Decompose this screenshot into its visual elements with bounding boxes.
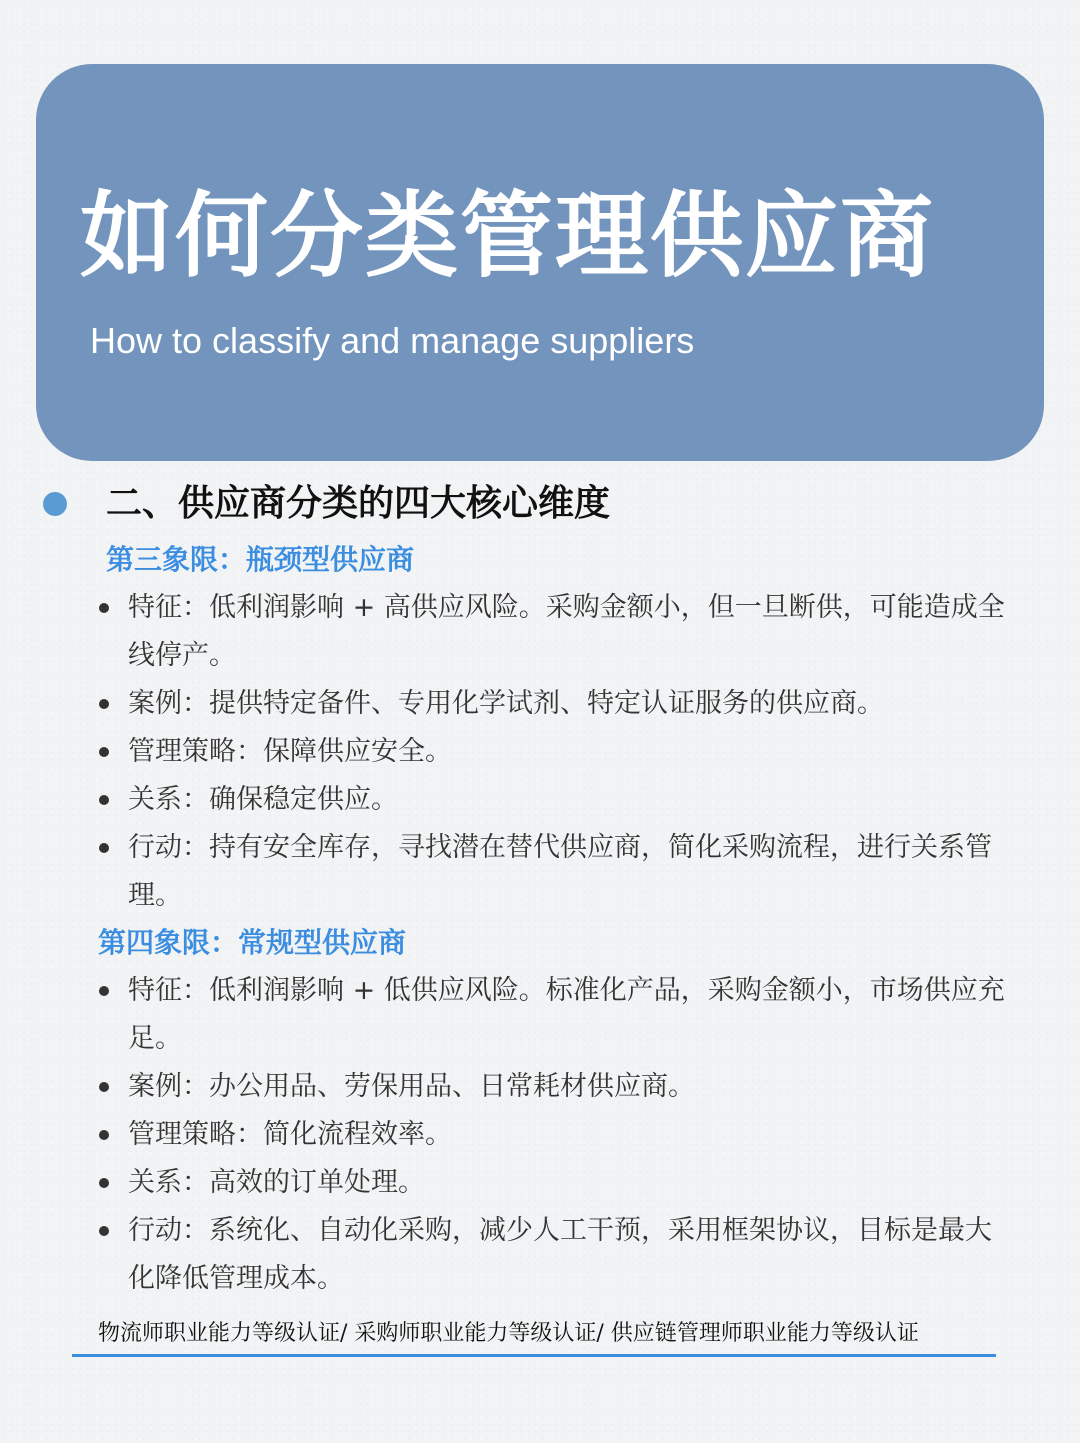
quadrant3-bullet-strategy: 管理策略：保障供应安全。 <box>128 728 1008 776</box>
quadrant4-bullet-strategy: 管理策略：简化流程效率。 <box>128 1111 1008 1159</box>
page-subtitle: How to classify and manage suppliers <box>90 320 695 361</box>
page-title: 如何分类管理供应商 <box>80 182 935 290</box>
footer-certifications: 物流师职业能力等级认证/ 采购师职业能力等级认证/ 供应链管理师职业能力等级认证 <box>98 1321 919 1346</box>
quadrant3-bullet-features: 特征：低利润影响 + 高供应风险。采购金额小，但一旦断供，可能造成全线停产。 <box>128 584 1008 680</box>
quadrant4-bullet-relationship: 关系：高效的订单处理。 <box>128 1159 1008 1207</box>
quadrant3-bullet-relationship: 关系：确保稳定供应。 <box>128 776 1008 824</box>
quadrant4-bullet-features: 特征：低利润影响 + 低供应风险。标准化产品，采购金额小，市场供应充足。 <box>128 967 1008 1063</box>
quadrant3-bullet-actions: 行动：持有安全库存，寻找潜在替代供应商，简化采购流程，进行关系管理。 <box>128 824 1008 920</box>
quadrant3-heading: 第三象限：瓶颈型供应商 <box>106 543 415 576</box>
quadrant4-bullet-cases: 案例：办公用品、劳保用品、日常耗材供应商。 <box>128 1063 1008 1111</box>
quadrant3-bullet-cases: 案例：提供特定备件、专用化学试剂、特定认证服务的供应商。 <box>128 680 1008 728</box>
quadrant4-heading: 第四象限：常规型供应商 <box>98 926 407 959</box>
footer-underline <box>72 1354 996 1357</box>
quadrant4-bullet-actions: 行动：系统化、自动化采购，减少人工干预，采用框架协议，目标是最大化降低管理成本。 <box>128 1207 1008 1303</box>
section-title: 二、供应商分类的四大核心维度 <box>106 483 611 524</box>
section-dot-icon <box>43 492 67 516</box>
